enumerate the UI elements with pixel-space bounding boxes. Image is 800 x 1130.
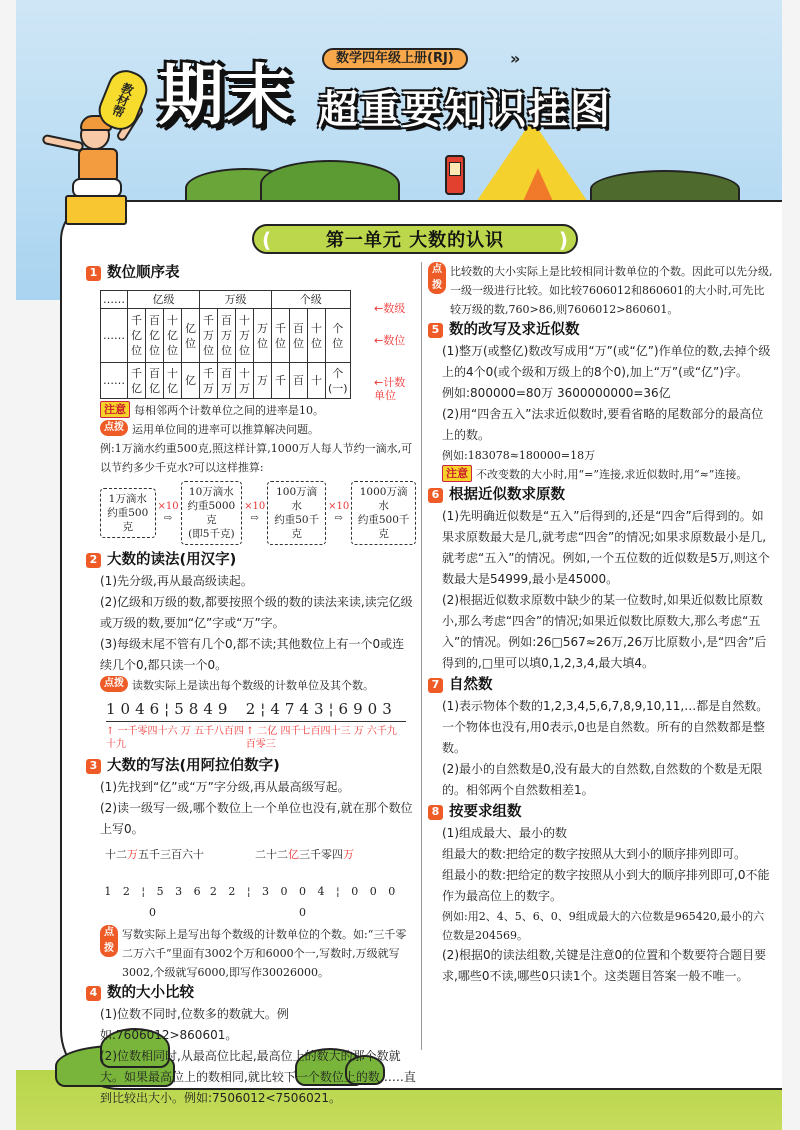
flow-line: 1万滴水: [108, 493, 147, 505]
reading-part: 万: [353, 726, 364, 737]
reading-annotation: ↑ 二亿 四千七百四十三 万 六千九百零三: [245, 726, 397, 750]
words-unit: 万: [343, 848, 355, 861]
table-cell: 百亿位: [146, 309, 164, 363]
words-part: 五千三百六十: [138, 848, 205, 861]
flow-line: 约重50千克: [274, 514, 320, 540]
section-number-badge: 1: [86, 266, 101, 281]
table-cell: 百位: [290, 309, 308, 363]
example-text: 例如:用2、4、5、6、0、9组成最大的六位数是965420,最小的六位数是204569。: [442, 910, 765, 942]
flow-line: (即5千克): [188, 528, 235, 540]
note-text: 每相邻两个计数单位之间的进率是10。: [134, 404, 324, 417]
flow-box: [181, 481, 242, 545]
table-row-units: [101, 363, 351, 399]
table-row-places: [101, 309, 351, 363]
reading-part: 六千九百零三: [245, 726, 397, 750]
flow-step: [328, 501, 349, 525]
flow-line: 1000万滴水: [359, 486, 408, 512]
section-number-badge: 4: [86, 986, 101, 1001]
tip-tag: 点拨: [100, 925, 118, 957]
table-cell: 万级: [200, 291, 272, 309]
section-number-badge: 3: [86, 759, 101, 774]
paragraph: (1)位数不同时,位数多的数就大。例如:7606012>860601。: [100, 1007, 289, 1042]
section-title: 数位顺序表: [107, 265, 180, 281]
section-number-badge: 6: [428, 488, 443, 503]
writing-example: [100, 844, 209, 923]
section-title: 根据近似数求原数: [449, 487, 565, 503]
tip-tag: 点拨: [100, 420, 128, 436]
table-cell: 个位: [326, 309, 351, 363]
section-number-badge: 5: [428, 323, 443, 338]
section-title: 按要求组数: [449, 804, 522, 820]
table-cell: 亿位: [182, 309, 200, 363]
section-heading-4: [86, 982, 416, 1004]
section-heading-5: [428, 319, 773, 341]
note-line: [100, 401, 416, 420]
table-cell: 百万: [218, 363, 236, 399]
section-number-badge: 7: [428, 678, 443, 693]
big-title: 期末: [158, 57, 294, 134]
unit-banner: [252, 224, 578, 254]
reading-examples: [106, 699, 406, 751]
multiplier-label: ×10: [328, 501, 350, 512]
reading-annotation: ↑ 一千零四十六 万 五千八百四十九: [106, 726, 244, 750]
note-tag: 注意: [100, 401, 130, 418]
right-arrow-icon: ⇨: [334, 513, 343, 524]
table-cell: 千万位: [200, 309, 218, 363]
example-number: 1046¦5849: [106, 699, 246, 722]
tip-line: [100, 420, 416, 439]
note-tag: 注意: [442, 465, 472, 482]
table-cell: 十亿: [164, 363, 182, 399]
table-cell: ……: [101, 363, 128, 399]
paragraph: (2)根据近似数求原数中缺少的某一位数时,如果近似数比原数小,那么考虑“四舍”的情况;如果近似数比原数大,那么考虑“五入”的情况。例如:26□567≈26万,26万比原数小,是“四舍”后得到的,□里可以填0,1,2,3,4,最大填4。: [442, 593, 767, 670]
example-words: [100, 844, 209, 865]
example-number: 2¦4743¦6903: [246, 699, 406, 722]
words-part: 十二: [105, 848, 128, 861]
column-divider: [421, 262, 422, 1050]
tip-line: [428, 262, 773, 319]
note-text: 不改变数的大小时,用“=”连接,求近似数时,用“≈”连接。: [476, 468, 748, 481]
brand-tag: 教材帮: [93, 65, 153, 136]
paragraph: 组最大的数:把给定的数字按照从大到小的顺序排列即可。: [442, 847, 747, 861]
paragraph: (1)组成最大、最小的数: [442, 826, 567, 840]
table-cell: 千亿位: [128, 309, 146, 363]
words-unit: 亿: [288, 848, 300, 861]
paragraph: (3)每级末尾不管有几个0,都不读;其他数位上有一个0或连续几个0,都只读一个0。: [100, 637, 405, 672]
tip-text: 写数实际上是写出每个数级的计数单位的个数。如:“三千零二万六千”里面有3002个万和6000个一,写数时,万级就写3002,个级就写6000,即写作30026000。: [122, 928, 407, 979]
table-cell: ……: [101, 309, 128, 363]
section-title: 自然数: [449, 677, 493, 693]
row-label-levels: ←数级: [374, 302, 406, 315]
words-part: 二十二: [255, 848, 289, 861]
reading-example: [246, 699, 406, 751]
table-cell: 亿: [182, 363, 200, 399]
flow-box: [351, 481, 416, 545]
lantern-glass-illustration: [449, 162, 461, 176]
row-label-units: ←计数单位: [374, 376, 406, 402]
section-heading-6: [428, 484, 773, 506]
table-cell: ……: [101, 291, 128, 309]
table-cell: 十: [308, 363, 326, 399]
paragraph: (2)最小的自然数是0,没有最大的自然数,自然数的个数是无限的。相邻两个自然数相差1。: [442, 762, 763, 797]
tip-tag: 点拨: [428, 262, 446, 294]
flow-line: 约重5000克: [187, 500, 236, 526]
sub-title: 超重要知识挂图: [318, 87, 612, 133]
table-cell: 亿级: [128, 291, 200, 309]
table-cell: 十位: [308, 309, 326, 363]
tip-line: [100, 676, 416, 695]
row-label-places: ←数位: [374, 334, 406, 347]
note-line: [442, 465, 773, 484]
treasure-box-illustration: [65, 195, 127, 225]
table-cell: 万: [254, 363, 272, 399]
paragraph: 例如:183078≈180000=18万: [442, 449, 596, 462]
table-cell: 十亿位: [164, 309, 182, 363]
flow-box: [100, 488, 156, 538]
paragraph: (2)用“四舍五入”法求近似数时,要看省略的尾数部分的最高位上的数。: [442, 407, 764, 442]
table-cell: 个(一): [326, 363, 351, 399]
example-words: [209, 844, 400, 865]
paragraph: (1)先找到“亿”或“万”字分级,再从最高级写起。: [100, 780, 350, 794]
table-cell: 百亿: [146, 363, 164, 399]
table-cell: 千: [272, 363, 290, 399]
right-column: [428, 262, 773, 987]
writing-example: [209, 844, 400, 923]
section-title: 数的大小比较: [107, 985, 194, 1001]
flow-line: 约重500千克: [357, 514, 410, 540]
right-arrow-icon: ⇨: [163, 513, 173, 524]
flow-line: 约重500克: [107, 507, 149, 533]
reading-part: 一千零四十六: [117, 726, 178, 737]
table-cell: 万位: [254, 309, 272, 363]
digit-order-table: [100, 290, 351, 399]
reading-part: 万: [180, 726, 191, 737]
digit-order-table-wrap: [86, 290, 416, 402]
example-digits: 2 2 ¦ 3 0 0 4 ¦ 0 0 0 0: [209, 885, 400, 919]
paragraph: (1)表示物体个数的1,2,3,4,5,6,7,8,9,10,11,…都是自然数。一个物体也没有,用0表示,0也是自然数。所有的自然数都是整数。: [442, 699, 769, 755]
writing-examples: [100, 844, 400, 923]
section-heading-8: [428, 801, 773, 823]
flow-step: [158, 501, 179, 525]
tip-text: 比较数的大小实际上是比较相同计数单位的个数。因此可以先分级,一级一级进行比较。如比较7606012和860601的大小时,可先比较万级的数,760>86,则7606012>860601。: [450, 265, 773, 316]
flow-step: [244, 501, 265, 525]
section-title: 大数的读法(用汉字): [107, 552, 237, 568]
reading-part: 四千七百四十三: [280, 726, 351, 737]
flow-line: 100万滴水: [276, 486, 318, 512]
paren-left-icon: (: [262, 228, 272, 252]
words-part: 三千零四: [299, 848, 344, 861]
reading-part: 五千八百四十九: [106, 726, 244, 750]
section-heading-1: [86, 262, 416, 284]
multiplier-label: ×10: [157, 501, 179, 512]
section-number-badge: 2: [86, 553, 101, 568]
paragraph: (2)位数相同时,从最高位比起,最高位上的数大的那个数就大。如果最高位上的数相同,就比较下一个数位上的数……直到比较出大小。例如:7506012<7506021。: [100, 1049, 416, 1105]
table-cell: 百: [290, 363, 308, 399]
paragraph: (1)先分级,再从最高级读起。: [100, 574, 253, 588]
words-unit: 万: [127, 848, 139, 861]
reasoning-flow: [100, 481, 416, 545]
section-title: 大数的写法(用阿拉伯数字): [107, 758, 280, 774]
paragraph: (2)读一级写一级,哪个数位上一个单位也没有,就在那个数位上写0。: [100, 801, 413, 836]
paren-right-icon: ): [558, 228, 568, 252]
paragraph: 组最小的数:把给定的数字按照从小到大的顺序排列即可,0不能作为最高位上的数字。: [442, 868, 770, 903]
section-heading-2: [86, 549, 416, 571]
tip-line: [100, 925, 416, 982]
table-cell: 百万位: [218, 309, 236, 363]
reading-example: [106, 699, 246, 751]
paragraph: (2)根据0的读法组数,关键是注意0的位置和个数要符合题目要求,哪些0不读,哪些0只读1个。这类题目答案一般不唯一。: [442, 948, 767, 983]
right-arrow-icon: ⇨: [250, 513, 259, 524]
table-cell: 千万: [200, 363, 218, 399]
flow-line: 10万滴水: [188, 486, 234, 498]
tip-text: 运用单位间的进率可以推算解决问题。: [132, 423, 319, 436]
tip-text: 读数实际上是读出每个数级的计数单位及其个数。: [132, 679, 374, 692]
section-heading-3: [86, 755, 416, 777]
example-text: 例:1万滴水约重500克,照这样计算,1000万人每人节约一滴水,可以节约多少千克水?可以这样推算:: [100, 442, 413, 474]
paragraph: 例如:800000=80万 3600000000=36亿: [442, 386, 671, 400]
section-number-badge: 8: [428, 805, 443, 820]
section-heading-7: [428, 674, 773, 696]
tip-tag: 点拨: [100, 676, 128, 692]
paragraph: (1)先明确近似数是“五入”后得到的,还是“四舍”后得到的。如果求原数最大是几,就考虑“四舍”的情况;如果求原数最小是几,就考虑“五入”的情况。例如,一个五位数的近似数是5万,则这个数最大是54999,最小是45000。: [442, 509, 770, 586]
multiplier-label: ×10: [244, 501, 266, 512]
unit-title: 第一单元 大数的认识: [325, 230, 505, 251]
grade-pill: 数学四年级上册(RJ): [322, 48, 468, 70]
table-cell: 十万: [236, 363, 254, 399]
paragraph: (1)整万(或整亿)数改写成用“万”(或“亿”)作单位的数,去掉个级上的4个0(或个级和万级上的8个0),加上“万”(或“亿”)字。: [442, 344, 771, 379]
section-title: 数的改写及求近似数: [449, 322, 580, 338]
table-cell: 个级: [272, 291, 351, 309]
table-cell: 十万位: [236, 309, 254, 363]
double-chevron-icon: »: [510, 49, 521, 68]
flow-box: [267, 481, 326, 545]
example-digits: 1 2 ¦ 5 3 6 0: [104, 885, 205, 919]
table-row-levels: [101, 291, 351, 309]
left-column: [86, 262, 416, 1109]
table-cell: 千位: [272, 309, 290, 363]
table-cell: 千亿: [128, 363, 146, 399]
reading-part: 二亿: [257, 726, 278, 737]
paragraph: (2)亿级和万级的数,都要按照个级的数的读法来读,读完亿级或万级的数,要加“亿”字或“万”字。: [100, 595, 413, 630]
